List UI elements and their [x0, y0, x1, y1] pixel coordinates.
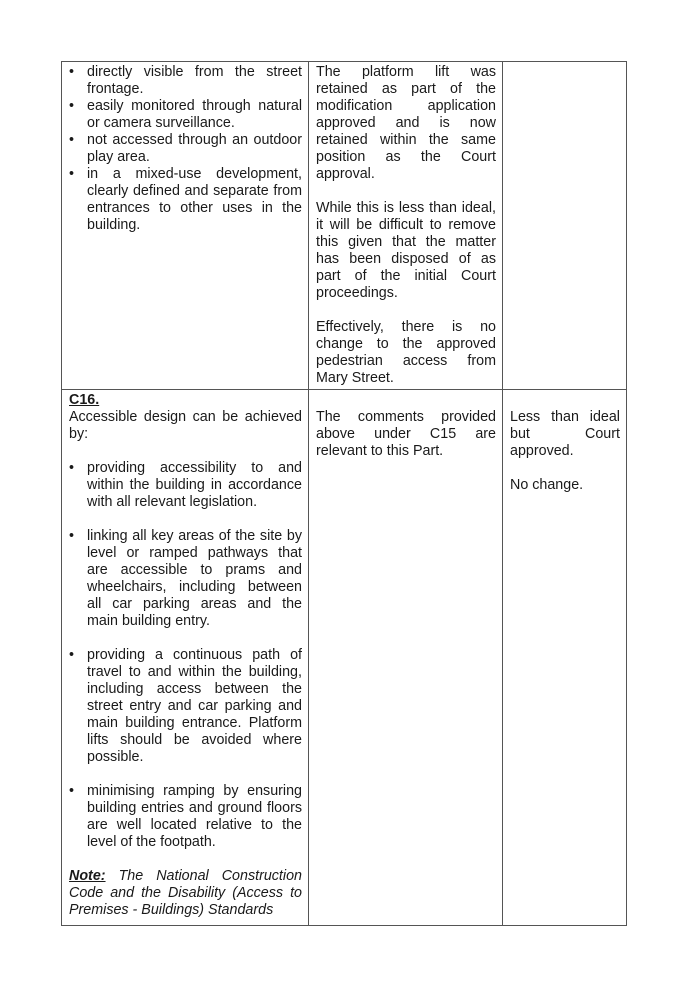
list-item: • easily monitored through natural or camera surveillance. — [69, 98, 302, 131]
bullet-icon: • — [69, 64, 75, 80]
list-item: • not accessed through an outdoor play area. — [69, 132, 302, 165]
comment-paragraph: The platform lift was retained as part of the modification application approved and is now retained within the same position as the Court approval. — [316, 64, 496, 182]
criteria-intro: Accessible design can be achieved by: — [69, 409, 302, 442]
comment-paragraph: The comments provided above under C15 are relevant to this Part. — [316, 409, 496, 459]
bullet-icon: • — [69, 647, 75, 663]
result-line: Less than ideal but Court approved. — [510, 409, 620, 459]
list-item: • providing accessibility to and within the building in accordance with all relevant legislation. — [69, 460, 302, 510]
comment-paragraph: While this is less than ideal, it will be difficult to remove this given that the matter has been disposed of as part of the initial Court proceedings. — [316, 200, 496, 301]
comment-paragraph: Effectively, there is no change to the approved pedestrian access from Mary Street. — [316, 319, 496, 386]
bullet-icon: • — [69, 166, 75, 182]
comment-cell — [309, 62, 503, 390]
bullet-icon: • — [69, 460, 75, 476]
result-cell — [503, 390, 627, 926]
note-text: The National Construction Code and the Disability (Access to Premises - Buildings) Standards — [69, 868, 302, 918]
list-item: • minimising ramping by ensuring building entries and ground floors are well located relative to the level of the footpath. — [69, 783, 302, 850]
result-cell — [503, 62, 627, 390]
list-item: • in a mixed-use development, clearly defined and separate from entrances to other uses in the building. — [69, 166, 302, 233]
assessment-table — [61, 61, 627, 926]
list-item: • providing a continuous path of travel to and within the building, including access between the street entry and car parking and main building entrance. Platform lifts should be avoided where possible. — [69, 647, 302, 765]
criteria-bullet-list — [69, 460, 302, 851]
comment-cell — [309, 390, 503, 926]
criteria-cell — [62, 62, 309, 390]
list-item: • linking all key areas of the site by level or ramped pathways that are accessible to prams and wheelchairs, including between all car parking areas and the main building entry. — [69, 528, 302, 629]
control-heading: C16. — [69, 392, 100, 408]
criteria-bullet-list — [69, 64, 302, 234]
table-row — [62, 390, 627, 926]
bullet-icon: • — [69, 98, 75, 114]
bullet-icon: • — [69, 783, 75, 799]
list-item: • directly visible from the street frontage. — [69, 64, 302, 97]
table-row — [62, 62, 627, 390]
note-paragraph — [69, 868, 302, 919]
note-label: Note: — [69, 868, 106, 884]
bullet-icon: • — [69, 528, 75, 544]
result-line: No change. — [510, 477, 584, 493]
criteria-cell — [62, 390, 309, 926]
bullet-icon: • — [69, 132, 75, 148]
